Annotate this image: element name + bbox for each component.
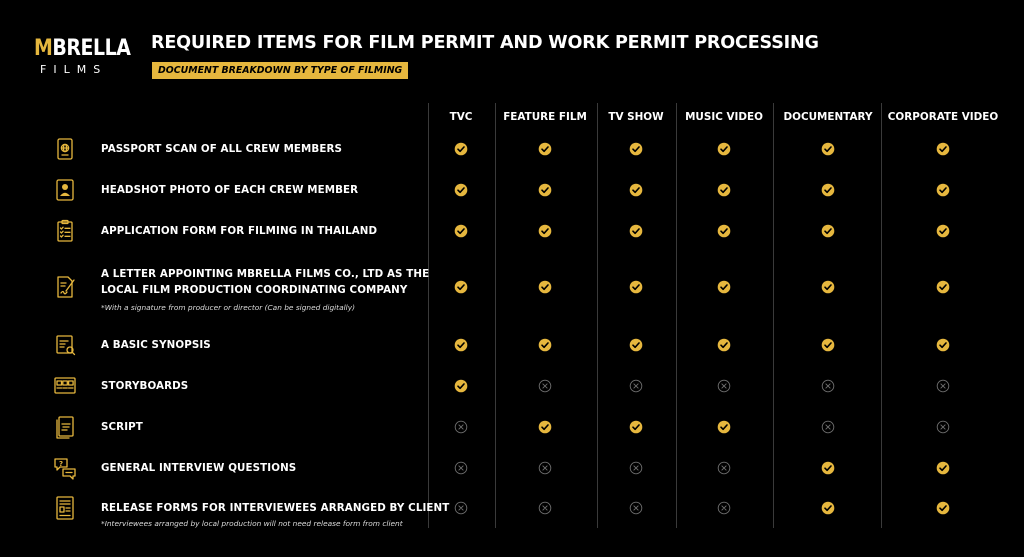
required-check-icon <box>629 338 643 352</box>
column-divider <box>773 103 774 528</box>
required-check-icon <box>717 420 731 434</box>
required-check-icon <box>629 420 643 434</box>
synopsis-icon <box>53 332 77 358</box>
required-check-icon <box>629 224 643 238</box>
row-label <box>101 266 429 313</box>
column-divider <box>495 103 496 528</box>
required-check-icon <box>454 142 468 156</box>
not-required-x-icon <box>629 379 643 393</box>
not-required-x-icon <box>454 501 468 515</box>
required-check-icon <box>538 142 552 156</box>
required-check-icon <box>454 224 468 238</box>
required-check-icon <box>629 142 643 156</box>
row-label <box>101 223 377 239</box>
not-required-x-icon <box>936 420 950 434</box>
not-required-x-icon <box>717 501 731 515</box>
column-header: TV SHOW <box>608 111 664 123</box>
not-required-x-icon <box>538 379 552 393</box>
required-check-icon <box>936 501 950 515</box>
column-divider <box>428 103 429 528</box>
not-required-x-icon <box>454 461 468 475</box>
not-required-x-icon <box>717 379 731 393</box>
required-check-icon <box>538 338 552 352</box>
not-required-x-icon <box>454 420 468 434</box>
required-check-icon <box>936 183 950 197</box>
not-required-x-icon <box>821 379 835 393</box>
required-check-icon <box>821 142 835 156</box>
required-check-icon <box>821 501 835 515</box>
row-label-line: LOCAL FILM PRODUCTION COORDINATING COMPANY <box>101 284 408 296</box>
required-check-icon <box>717 224 731 238</box>
row-footnote: *With a signature from producer or director (Can be signed digitally) <box>101 303 355 312</box>
required-check-icon <box>538 183 552 197</box>
not-required-x-icon <box>717 461 731 475</box>
interview-chat-icon <box>53 455 77 481</box>
signed-letter-icon <box>53 274 77 300</box>
headshot-icon <box>53 177 77 203</box>
row-label <box>101 141 342 157</box>
passport-icon <box>53 136 77 162</box>
script-icon <box>53 414 77 440</box>
column-divider <box>881 103 882 528</box>
required-check-icon <box>821 280 835 294</box>
required-check-icon <box>454 280 468 294</box>
required-check-icon <box>538 280 552 294</box>
row-label-line: A BASIC SYNOPSIS <box>101 339 211 351</box>
required-check-icon <box>936 224 950 238</box>
logo-rest: BRELLA <box>52 36 131 61</box>
row-label <box>101 378 188 394</box>
mbrella-films-logo <box>34 36 134 80</box>
not-required-x-icon <box>538 501 552 515</box>
column-header: CORPORATE VIDEO <box>887 111 999 123</box>
required-check-icon <box>629 280 643 294</box>
row-label <box>101 337 211 353</box>
column-divider <box>676 103 677 528</box>
column-header: TVC <box>449 111 473 123</box>
row-footnote: *Interviewees arranged by local production will not need release form from client <box>101 519 403 528</box>
release-form-icon <box>53 495 77 521</box>
row-label <box>101 182 358 198</box>
required-check-icon <box>821 461 835 475</box>
storyboard-icon <box>53 373 77 399</box>
clipboard-icon <box>53 218 77 244</box>
required-check-icon <box>936 142 950 156</box>
row-label-line: GENERAL INTERVIEW QUESTIONS <box>101 462 297 474</box>
logo-initial: M <box>34 36 53 61</box>
column-header: MUSIC VIDEO <box>685 111 763 123</box>
required-check-icon <box>936 280 950 294</box>
required-check-icon <box>717 338 731 352</box>
required-check-icon <box>538 420 552 434</box>
column-header: DOCUMENTARY <box>783 111 873 123</box>
row-label <box>101 419 143 435</box>
required-check-icon <box>821 224 835 238</box>
row-label <box>101 460 296 476</box>
row-label-line: RELEASE FORMS FOR INTERVIEWEES ARRANGED BY CLIENT <box>101 502 450 514</box>
required-check-icon <box>717 142 731 156</box>
not-required-x-icon <box>629 461 643 475</box>
required-check-icon <box>936 461 950 475</box>
not-required-x-icon <box>629 501 643 515</box>
logo-sub: FILMS <box>40 63 108 76</box>
logo-word <box>34 36 131 62</box>
row-label-line: HEADSHOT PHOTO OF EACH CREW MEMBER <box>101 184 359 196</box>
required-check-icon <box>538 224 552 238</box>
not-required-x-icon <box>936 379 950 393</box>
required-check-icon <box>454 338 468 352</box>
column-divider <box>597 103 598 528</box>
page-subtitle-badge: DOCUMENT BREAKDOWN BY TYPE OF FILMING <box>152 62 408 79</box>
row-label-line: A LETTER APPOINTING MBRELLA FILMS CO., LTD AS THE <box>101 268 430 280</box>
required-check-icon <box>454 183 468 197</box>
not-required-x-icon <box>538 461 552 475</box>
required-check-icon <box>821 183 835 197</box>
row-label-line: STORYBOARDS <box>101 380 189 392</box>
row-label-line: APPLICATION FORM FOR FILMING IN THAILAND <box>101 225 378 237</box>
required-check-icon <box>821 338 835 352</box>
page-title: REQUIRED ITEMS FOR FILM PERMIT AND WORK PERMIT PROCESSING <box>151 33 819 53</box>
required-check-icon <box>454 379 468 393</box>
not-required-x-icon <box>821 420 835 434</box>
required-check-icon <box>717 183 731 197</box>
row-label-line: PASSPORT SCAN OF ALL CREW MEMBERS <box>101 143 343 155</box>
row-label <box>101 500 449 529</box>
required-check-icon <box>629 183 643 197</box>
svg-text:?: ? <box>58 460 64 468</box>
column-header: FEATURE FILM <box>503 111 587 123</box>
required-check-icon <box>717 280 731 294</box>
required-check-icon <box>936 338 950 352</box>
row-label-line: SCRIPT <box>101 421 143 433</box>
